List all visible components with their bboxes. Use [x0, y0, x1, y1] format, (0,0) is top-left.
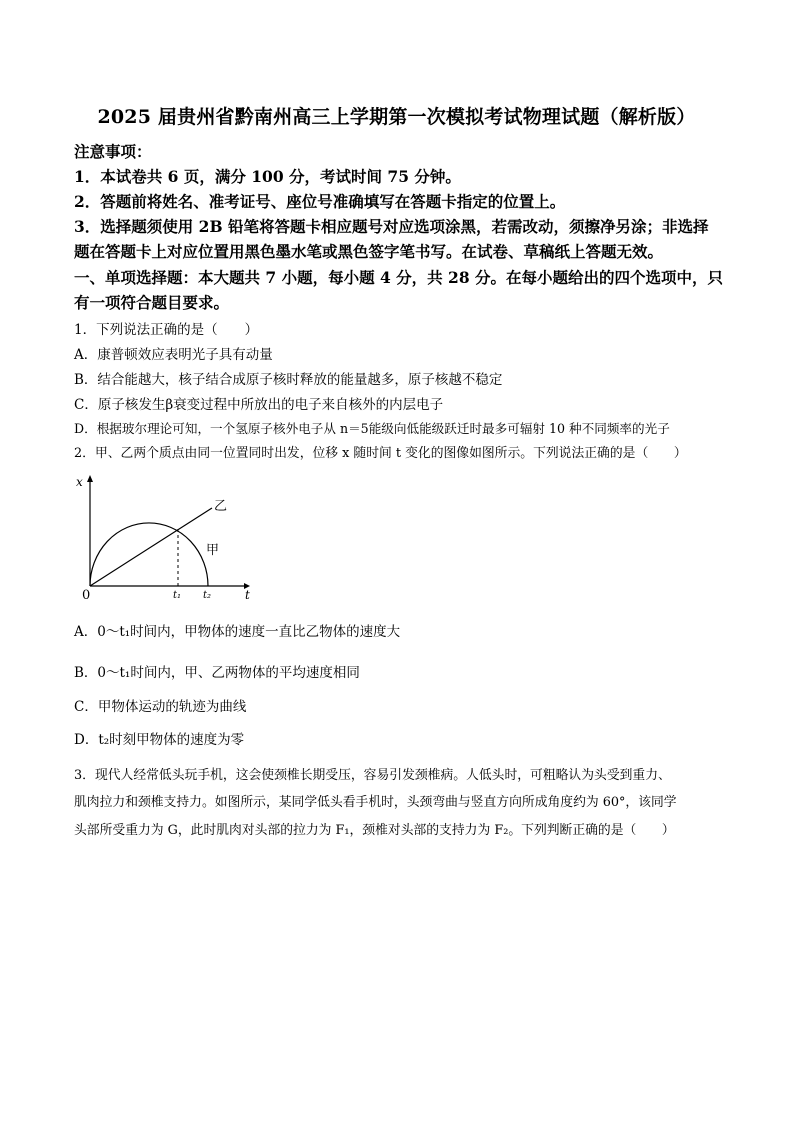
notice-1: 1．本试卷共 6 页，满分 100 分，考试时间 75 分钟。 — [74, 167, 461, 186]
doc-title: 2025 届贵州省黔南州高三上学期第一次模拟考试物理试题（解析版） — [97, 106, 696, 128]
q2-option-b: B．0～t₁时间内，甲、乙两物体的平均速度相同 — [74, 665, 360, 681]
q2-option-a: A．0～t₁时间内，甲物体的速度一直比乙物体的速度大 — [74, 624, 401, 640]
line-yi — [90, 508, 212, 586]
notice-2: 2．答题前将姓名、准考证号、座位号准确填写在答题卡指定的位置上。 — [74, 192, 566, 211]
y-axis-arrow-icon — [87, 475, 93, 482]
curve-jia — [90, 523, 208, 586]
origin-label: 0 — [82, 588, 91, 600]
q1-option-a: A．康普顿效应表明光子具有动量 — [74, 347, 273, 363]
q2-option-c: C．甲物体运动的轨迹为曲线 — [74, 699, 247, 715]
y-axis-label: x — [76, 475, 83, 489]
q1-stem: 1．下列说法正确的是（ ） — [74, 322, 259, 338]
jia-label: 甲 — [206, 543, 220, 558]
q3-line-3: 头部所受重力为 G，此时肌肉对头部的拉力为 F₁，颈椎对头部的支持力为 F₂。下列判断正确的是（ ） — [74, 823, 675, 838]
q1-option-b: B．结合能越大，核子结合成原子核时释放的能量越多，原子核越不稳定 — [74, 372, 503, 388]
x-axis-label: t — [245, 588, 250, 600]
q2-stem: 2．甲、乙两个质点由同一位置同时出发，位移 x 随时间 t 变化的图像如图所示。下列说法正确的是（ ） — [74, 446, 687, 461]
q1-option-c: C．原子核发生β衰变过程中所放出的电子来自核外的内层电子 — [74, 397, 444, 413]
notice-3-cont: 题在答题卡上对应位置用黑色墨水笔或黑色签字笔书写。在试卷、草稿纸上答题无效。 — [74, 242, 664, 261]
section1-heading-cont: 有一项符合题目要求。 — [74, 293, 230, 312]
q2-xt-graph — [74, 470, 254, 600]
q2-option-d: D．t₂时刻甲物体的速度为零 — [74, 732, 245, 748]
q1-option-d: D．根据玻尔理论可知，一个氢原子核外电子从 n＝5能级向低能级跃迁时最多可辐射 10 种不同频率的光子 — [74, 421, 670, 436]
notice-3: 3．选择题须使用 2B 铅笔将答题卡相应题号对应选项涂黑，若需改动，须擦净另涂；非选择 — [74, 217, 709, 236]
notice-heading: 注意事项： — [74, 142, 152, 161]
yi-label: 乙 — [214, 499, 228, 514]
q3-line-1: 3．现代人经常低头玩手机，这会使颈椎长期受压，容易引发颈椎病。人低头时，可粗略认为头受到重力、 — [74, 768, 671, 783]
section1-heading: 一、单项选择题：本大题共 7 小题，每小题 4 分，共 28 分。在每小题给出的四个选项中，只 — [74, 268, 724, 287]
t2-label: t₂ — [203, 590, 212, 600]
t1-label: t₁ — [173, 590, 182, 600]
q3-line-2: 肌肉拉力和颈椎支持力。如图所示，某同学低头看手机时，头颈弯曲与竖直方向所成角度约为 60°，该同学 — [74, 795, 677, 810]
